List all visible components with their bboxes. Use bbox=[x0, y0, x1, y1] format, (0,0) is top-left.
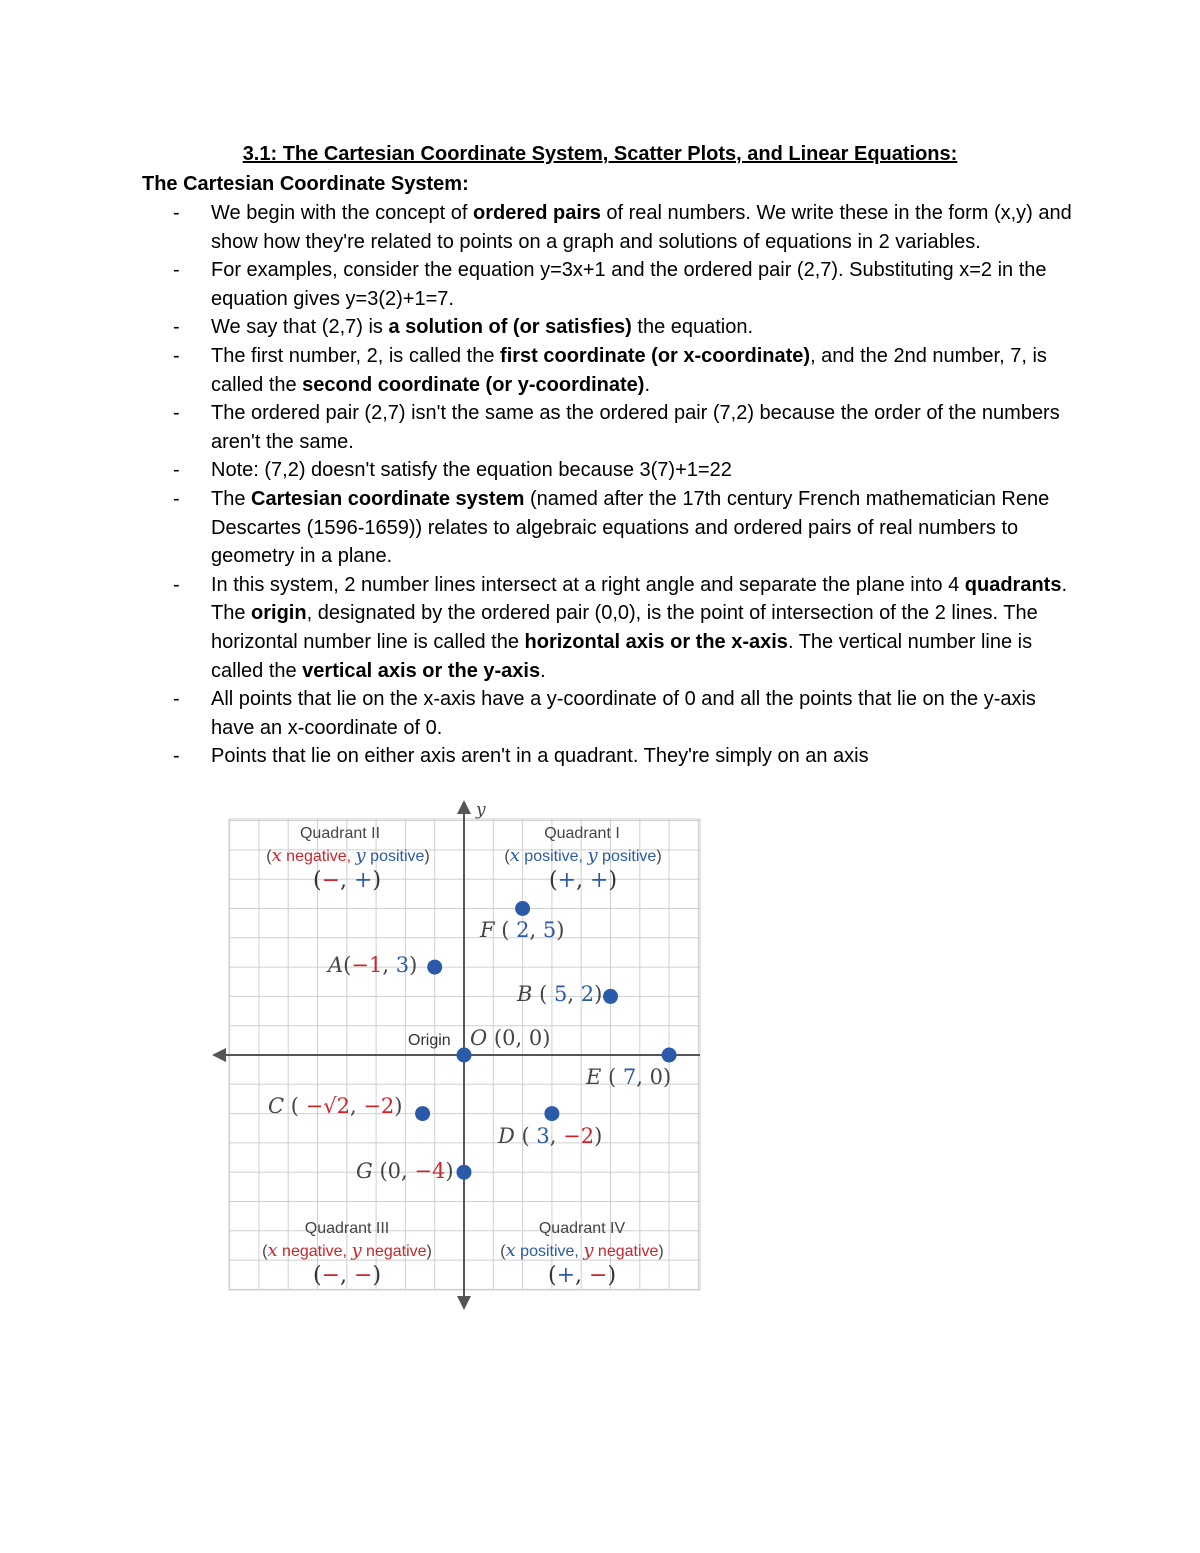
point-o bbox=[457, 1048, 472, 1063]
bullet-item: - For examples, consider the equation y=3x+1 and the ordered pair (2,7). Substituting x=2 in the equation gives y=3(2)+1=7. bbox=[142, 256, 1082, 313]
quadrant-iii-signs: (−, −) bbox=[312, 1263, 382, 1288]
bullet-marker: - bbox=[173, 202, 180, 224]
quadrant-ii-signs: (−, +) bbox=[312, 868, 382, 893]
point-label-f: F ( 2, 5) bbox=[480, 918, 565, 942]
point-e bbox=[662, 1048, 677, 1063]
bullet-item: - We begin with the concept of ordered pairs of real numbers. We write these in the form (x,y) and show how they're related to points on a graph and solutions of equations in 2 variables. bbox=[142, 199, 1082, 256]
quadrant-iii-description: (x negative, y negative) bbox=[262, 1240, 432, 1261]
quadrant-i-signs: (+, +) bbox=[548, 868, 618, 893]
bullet-marker: - bbox=[173, 402, 180, 425]
axes bbox=[212, 800, 700, 1310]
bullet-marker: - bbox=[173, 459, 180, 482]
point-label-o: O (0, 0) bbox=[470, 1026, 551, 1050]
coordinate-plane-figure bbox=[210, 796, 710, 1316]
bullet-marker: - bbox=[173, 316, 180, 339]
bullet-marker: - bbox=[173, 573, 180, 596]
y-axis-label: y bbox=[476, 800, 486, 820]
quadrant-iii-name: Quadrant III bbox=[304, 1220, 390, 1237]
section-heading: The Cartesian Coordinate System: bbox=[142, 173, 469, 195]
point-b bbox=[603, 989, 618, 1004]
bullet-marker: - bbox=[173, 688, 180, 711]
point-label-e: E ( 7, 0) bbox=[586, 1065, 672, 1089]
y-axis-arrow-down-icon bbox=[457, 1296, 471, 1310]
point-f bbox=[515, 901, 530, 916]
point-label-c: C ( −√2, −2) bbox=[268, 1094, 403, 1118]
bullet-item: - All points that lie on the x-axis have a y-coordinate of 0 and all the points that lie on the y-axis have an x-coordinate of 0. bbox=[142, 685, 1082, 742]
quadrant-iv-signs: (+, −) bbox=[547, 1263, 617, 1288]
quadrant-iv-name: Quadrant IV bbox=[538, 1220, 626, 1237]
point-g bbox=[457, 1165, 472, 1180]
bullet-item: - We say that (2,7) is a solution of (or satisfies) the equation. bbox=[142, 313, 1082, 342]
quadrant-ii-name: Quadrant II bbox=[299, 825, 381, 842]
bullet-item: - Points that lie on either axis aren't in a quadrant. They're simply on an axis bbox=[142, 742, 1082, 771]
x-axis-arrow-left-icon bbox=[212, 1048, 226, 1062]
page-title: 3.1: The Cartesian Coordinate System, Scatter Plots, and Linear Equations: bbox=[242, 143, 958, 165]
bullet-list bbox=[142, 199, 1082, 771]
point-a bbox=[427, 960, 442, 975]
bullet-item: - In this system, 2 number lines intersect at a right angle and separate the plane into 4 quadrants. The origin, designated by the ordered pair (0,0), is the point of intersection of the 2 lines. The horizontal number line is called the horizontal axis or the x-axis. The vertical number line is called the vertical axis or the y-axis. bbox=[142, 571, 1082, 685]
origin-text: Origin bbox=[408, 1032, 451, 1049]
point-label-b: B ( 5, 2) bbox=[517, 982, 603, 1006]
bullet-item: - The Cartesian coordinate system (named after the 17th century French mathematician Rene Descartes (1596-1659)) relates to algebraic equations and ordered pairs of real numbers to geometry in a plane. bbox=[142, 485, 1082, 571]
bullet-marker: - bbox=[173, 487, 180, 510]
bullet-marker: - bbox=[173, 745, 180, 768]
point-d bbox=[544, 1106, 559, 1121]
point-c bbox=[415, 1106, 430, 1121]
point-label-g: G (0, −4) bbox=[356, 1159, 454, 1183]
coordinate-plane bbox=[210, 796, 710, 1316]
bullet-item: - The ordered pair (2,7) isn't the same as the ordered pair (7,2) because the order of the numbers aren't the same. bbox=[142, 399, 1082, 456]
bullet-item: - The first number, 2, is called the first coordinate (or x-coordinate), and the 2nd number, 7, is called the second coordinate (or y-coordinate). bbox=[142, 342, 1082, 399]
y-axis-arrow-up-icon bbox=[457, 800, 471, 814]
quadrant-i-name: Quadrant I bbox=[544, 825, 620, 842]
point-label-d: D ( 3, −2) bbox=[498, 1124, 603, 1148]
bullet-item: - Note: (7,2) doesn't satisfy the equation because 3(7)+1=22 bbox=[142, 456, 1082, 485]
bullet-marker: - bbox=[173, 344, 180, 367]
point-label-a: A(−1, 3) bbox=[328, 953, 418, 977]
quadrant-iv-description: (x positive, y negative) bbox=[500, 1240, 664, 1261]
quadrant-i-description: (x positive, y positive) bbox=[504, 845, 662, 866]
quadrant-ii-description: (x negative, y positive) bbox=[266, 845, 430, 866]
bullet-marker: - bbox=[173, 259, 180, 282]
